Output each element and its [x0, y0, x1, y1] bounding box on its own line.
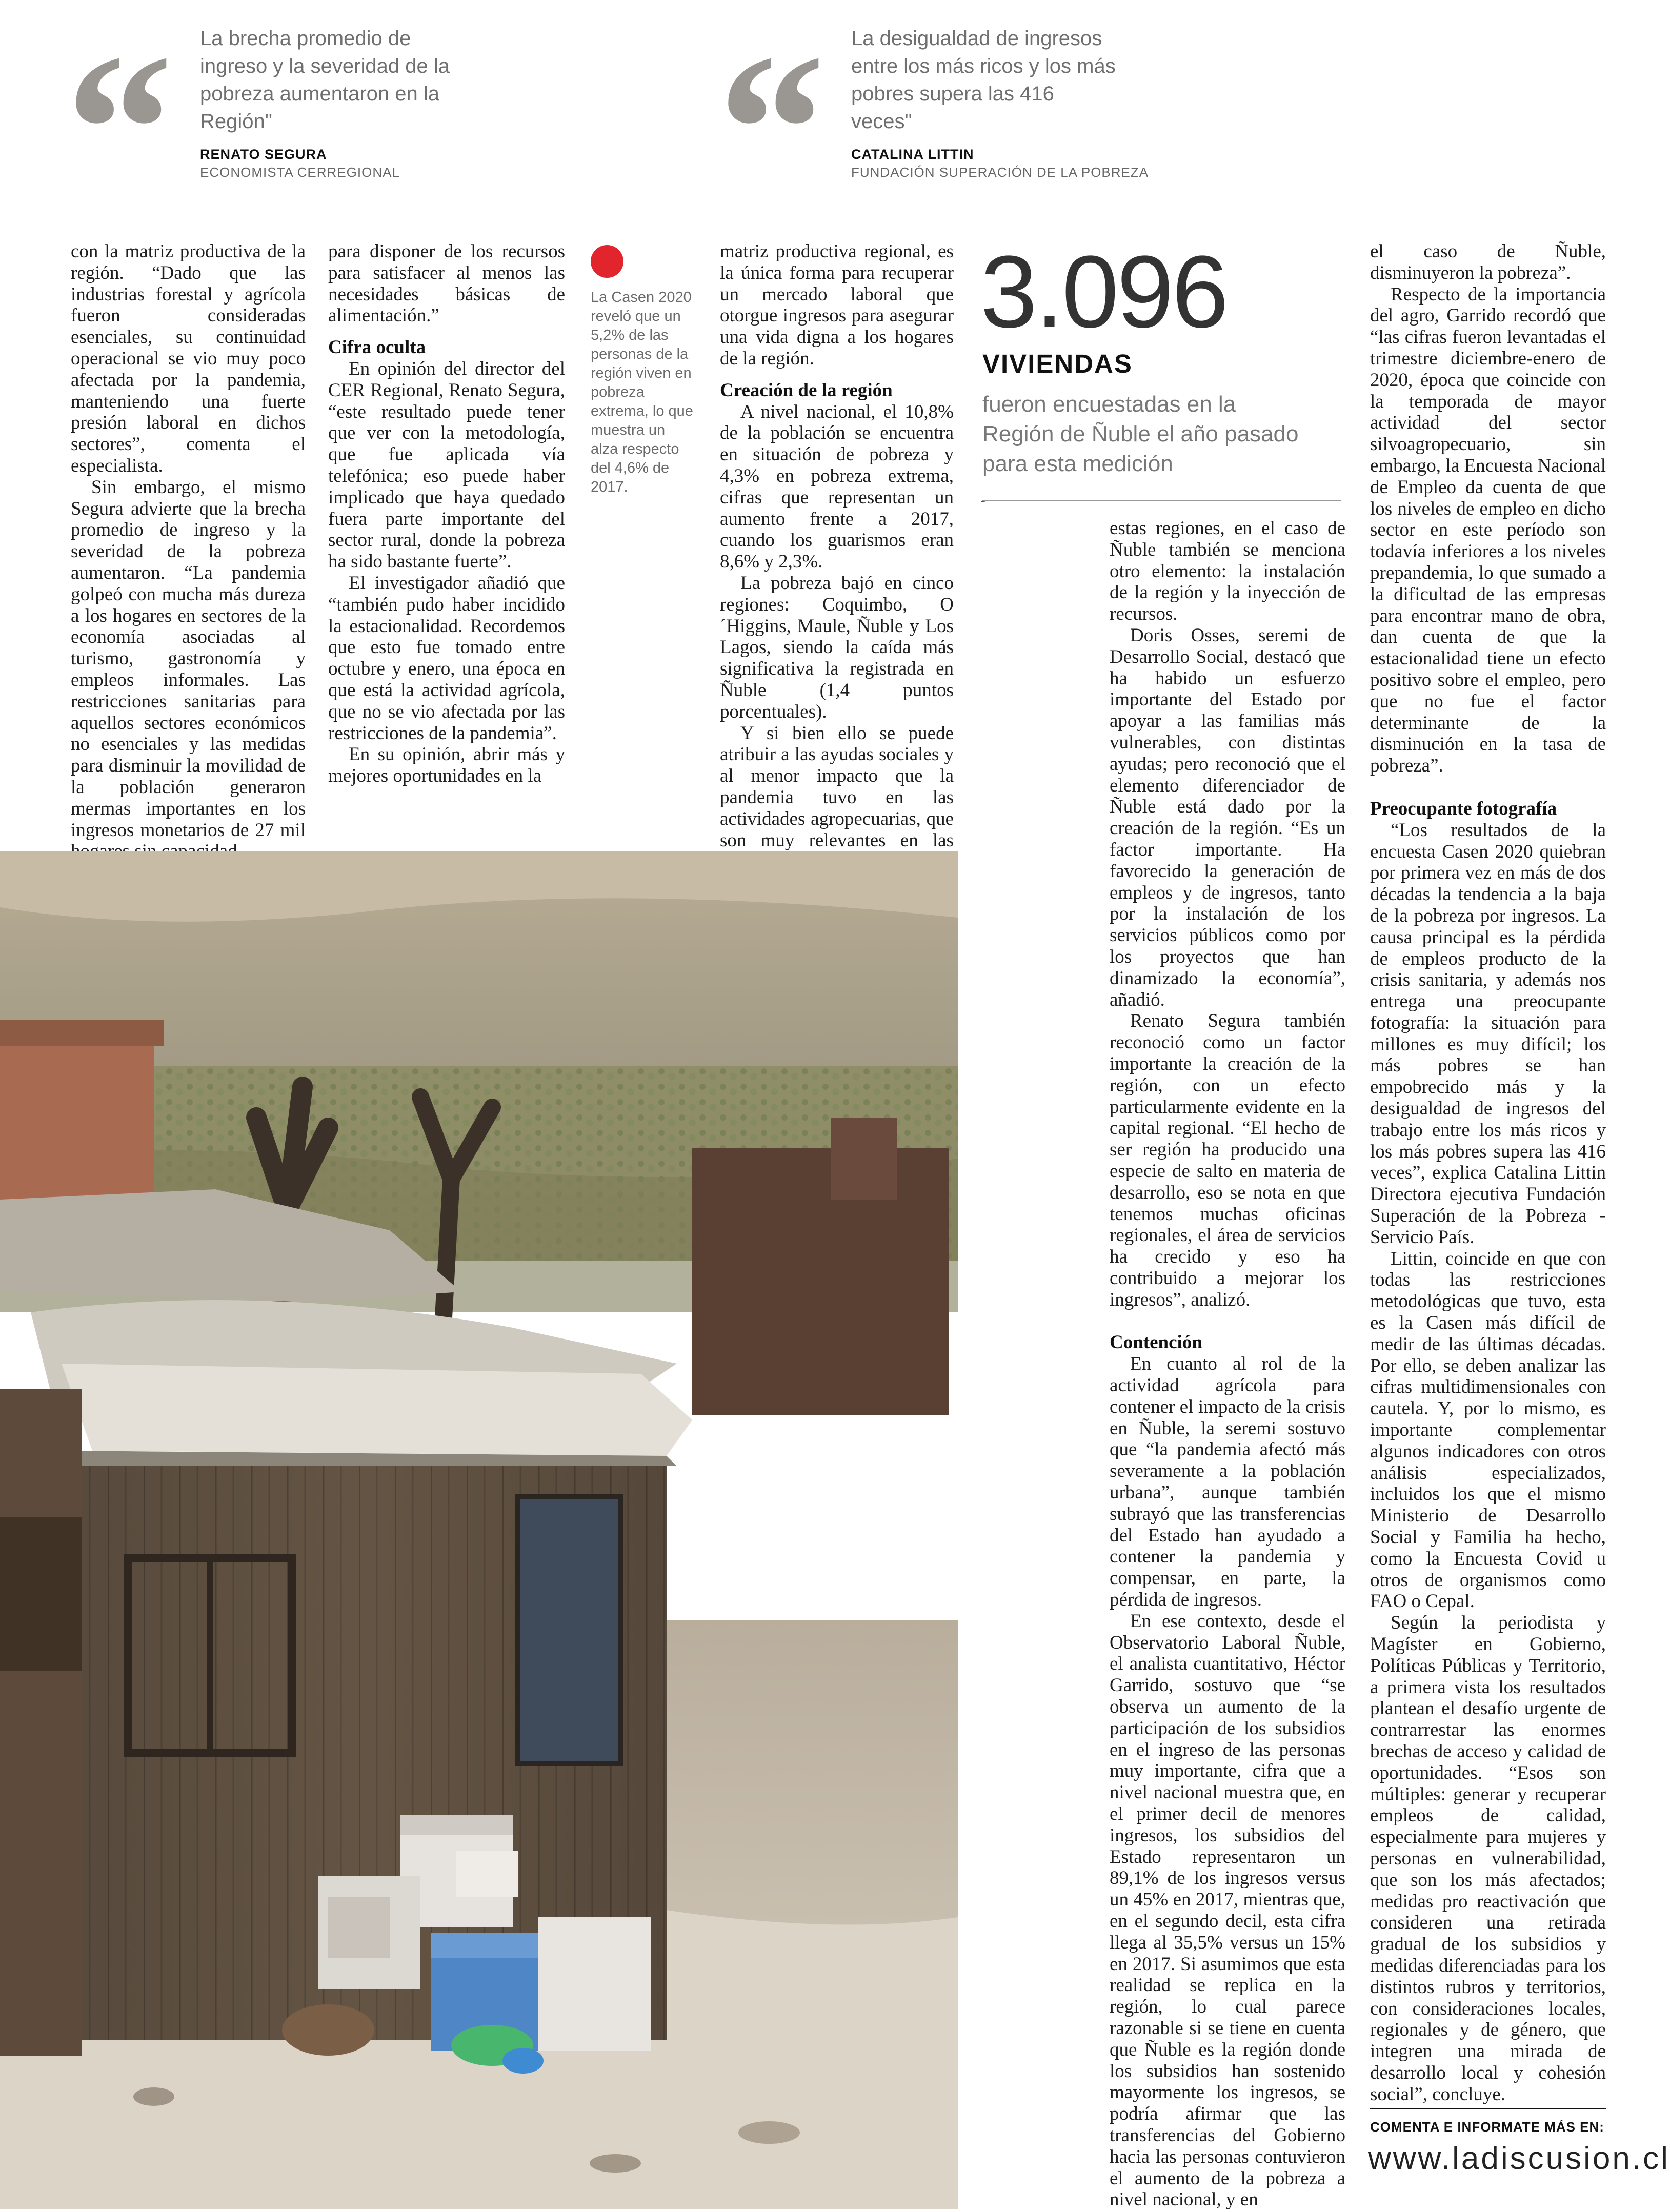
stat-dash: -: [980, 492, 985, 509]
paragraph: Renato Segura también reconoció como un factor importante la creación de la región, con un efecto particularmente evidente en la capital regional. “El hecho de ser región ha producido una especie de salto en materia de desarrollo, eso se nota en que tenemos muchas oficinas regionales, el área de servicios ha crecido y eso ha contribuido a mejorar los ingresos”, analizó.: [1110, 1010, 1345, 1310]
subheading: Cifra oculta: [328, 337, 426, 358]
red-dot-icon: [591, 245, 623, 278]
footer-url[interactable]: www.ladiscusion.cl: [1368, 2141, 1670, 2176]
subheading: Creación de la región: [720, 379, 893, 401]
paragraph: La pobreza bajó en cinco regiones: Coquimbo, O´Higgins, Maule, Ñuble y Los Lagos, siendo la caída más significativa la registrada en Ñuble (1,4 puntos porcentuales).: [720, 572, 954, 722]
paragraph: Respecto de la importancia del agro, Garrido recordó que “las cifras fueron levantadas el trimestre diciembre-enero de 2020, época que coincide con la temporada de mayor actividad del sector silvoagropecuario, sin embargo, la Encuesta Nacional de Empleo da cuenta de que los niveles de empleo en dicho sector en este período son todavía inferiores a los niveles prepandemia, lo que sumado a la dificultad de las empresas para encontrar mano de obra, dan cuenta de que la estacionalidad tiene un efecto positivo sobre el empleo, pero que no fue el factor determinante de la disminución en la tasa de pobreza”.: [1370, 283, 1606, 777]
paragraph: En cuanto al rol de la actividad agrícola para contener el impacto de la crisis en Ñuble, la seremi sostuvo que “la pandemia afectó más severamente a la población urbana”, aunque también subrayó que las transferencias del Estado han ayudado a contener la pandemia y compensar, en parte, la pérdida de ingresos.: [1110, 1353, 1345, 1611]
sidebar-note: La Casen 2020 reveló que un 5,2% de las personas de la región viven en pobreza extrema, lo que muestra un alza respecto del 4,6% de 2017.: [591, 289, 693, 495]
quote-2-text: La desigualdad de ingresos entre los más ricos y los más pobres supera las 416 veces": [851, 27, 1116, 133]
article-column-5: [1370, 241, 1606, 2105]
paragraph: Doris Osses, seremi de Desarrollo Social, destacó que ha habido un esfuerzo importante del Estado por apoyar a las familias más vulnerables, con distintas ayudas; pero reconoció que el elemento diferenciador de Ñuble está dado por la creación de la región. “Es un factor importante. Ha favorecido la generación de empleos y de ingresos, tanto por la instalación de los servicios públicos como por los proyectos que han dinamizado la economía”, añadió.: [1110, 624, 1345, 1010]
stat-description: fueron encuestadas en la Región de Ñuble el año pasado para esta medición: [982, 392, 1299, 476]
quote-mark-icon: “: [66, 10, 173, 248]
paragraph: En ese contexto, desde el Observatorio Laboral Ñuble, el analista cuantitativo, Héctor Garrido, sostuvo que “se observa un aumento de la participación de los subsidios en el ingreso de las personas muy importante, cifra que a nivel nacional muestra que, en el primer decil de menores ingresos, los subsidios del Estado representaron un 89,1% de los ingresos versus un 45% en 2017, mientras que, en el segundo decil, esta cifra llega al 35,5% versus un 15% en 2017. Si asumimos que esta realidad se replica en la región, lo cual parece razonable si se tiene en cuenta que Ñuble es la región donde los subsidios han sostenido mayormente los ingresos, se podría afirmar que las transferencias del Gobierno hacia las personas contuvieron el aumento de la pobreza a nivel nacional, y en: [1110, 1610, 1345, 2210]
paragraph: estas regiones, en el caso de Ñuble también se menciona otro elemento: la instalación de la región y la inyección de recursos.: [1110, 518, 1345, 625]
subheading: Contención: [1110, 1332, 1202, 1353]
paragraph: En su opinión, abrir más y mejores oportunidades en la: [328, 744, 565, 787]
paragraph: con la matriz productiva de la región. “Dado que las industrias forestal y agrícola fueron consideradas esenciales, su continuidad operacional se vio muy poco afectada por la pandemia, manteniendo una fuerte presión laboral en dichos sectores”, comenta el especialista.: [71, 241, 306, 476]
quote-2-role: FUNDACIÓN SUPERACIÓN DE LA POBREZA: [851, 165, 1149, 180]
paragraph: Sin embargo, el mismo Segura advierte que la brecha promedio de ingreso y la severidad de la pobreza aumentaron. “La pandemia golpeó con mucha más dureza a los hogares en sectores de la economía asociadas al turismo, gastronomía y empleos informales. Las restricciones sanitarias para aquellos sectores económicos no esenciales y las medidas para disminuir la movilidad de la población generaron mermas importantes en los ingresos monetarios de 27 mil: [71, 476, 306, 841]
paragraph: para disponer de los recursos para satisfacer al menos las necesidades básicas de alimentación.”: [328, 241, 565, 327]
stat-divider: [982, 500, 1341, 501]
quote-2-author: CATALINA LITTIN: [851, 147, 974, 162]
footer-rule: [1370, 2108, 1606, 2109]
article-column-3: [720, 241, 954, 851]
paragraph: Y si bien ello se puede atribuir a las ayudas sociales y al menor impacto que la pandemia tuvo en las actividades agropecuarias, que son muy relevantes en las: [720, 722, 954, 851]
paragraph: el caso de Ñuble, disminuyeron la pobreza”.: [1370, 241, 1606, 283]
article-column-2: [328, 241, 565, 836]
stat-number: 3.096: [980, 235, 1227, 349]
article-photo: [0, 851, 958, 2209]
shack-photo-illustration: [0, 851, 958, 2209]
paragraph: “Los resultados de la encuesta Casen 2020 quiebran por primera vez en más de dos décadas la tendencia a la baja de la pobreza por ingresos. La causa principal es la pérdida de empleos producto de la crisis sanitaria, y además nos entrega una preocupante fotografía: la situación para millones es muy difícil; los más pobres se han empobrecido más y la desigualdad de ingresos del trabajo entre los más ricos y los más pobres supera las 416 veces”, explica Catalina Littin Directora ejecutiva Fundación Superación de la Pobreza - Servicio País.: [1370, 819, 1606, 1248]
footer-cta: COMENTA E INFORMATE MÁS EN:: [1370, 2119, 1604, 2135]
stat-label: VIVIENDAS: [982, 349, 1133, 378]
paragraph: El investigador añadió que “también pudo haber incidido la estacionalidad. Recordemos que esto fue tomado entre octubre y enero, una época en que está la actividad agrícola, que no se vio afectada por las restricciones de la pandemia”.: [328, 572, 565, 744]
article-column-4: [1110, 518, 1345, 2210]
paragraph: Según la periodista y Magíster en Gobierno, Políticas Públicas y Territorio, a primera vista los resultados plantean el desafío urgente de contrarrestar las enormes brechas de acceso y calidad de oportunidades. “Esos son múltiples: generar y recuperar empleos de calidad, especialmente para mujeres y personas en vulnerabilidad, que son los más afectados; medidas pro reactivación que consideren una retirada gradual de los subsidios y medidas diferenciadas para los distintos rubros y territorios, con consideraciones locales, regionales y de género, que integren una mirada de desarrollo local y cohesión social”, concluye.: [1370, 1612, 1606, 2105]
subheading: Preocupante fotografía: [1370, 798, 1557, 819]
article-column-1: [71, 241, 306, 841]
quote-1-text: La brecha promedio de ingreso y la severidad de la pobreza aumentaron en la Región": [200, 27, 450, 133]
quote-1-role: ECONOMISTA CERREGIONAL: [200, 165, 400, 180]
paragraph: matriz productiva regional, es la única forma para recuperar un mercado laboral que otorgue ingresos para asegurar una vida digna a los hogares de la región.: [720, 241, 954, 369]
paragraph: Littin, coincide en que con todas las restricciones metodológicas que tuvo, esta es la Casen más difícil de medir de las últimas décadas. Por ello, se deben analizar las cifras multidimensionales con cautela. Y, por lo mismo, es importante complementar algunos indicadores con otros análisis especializados, incluidos los que el mismo Ministerio de Desarrollo Social y Familia ha hecho, como la Encuesta Covid u otros de organismos como FAO o Cepal.: [1370, 1248, 1606, 1612]
quote-mark-icon: “: [718, 10, 826, 248]
quote-1-author: RENATO SEGURA: [200, 147, 327, 162]
paragraph: En opinión del director del CER Regional, Renato Segura, “este resultado puede tener que ver con la metodología, que fue aplicada vía telefónica; eso puede haber implicado que haya quedado fuera parte importante del sector rural, donde la pobreza ha sido bastante fuerte”.: [328, 358, 565, 573]
paragraph: A nivel nacional, el 10,8% de la población se encuentra en situación de pobreza y 4,3% en pobreza extrema, cifras que representan un aumento frente a 2017, cuando los guarismos eran 8,6% y 2,3%.: [720, 401, 954, 573]
